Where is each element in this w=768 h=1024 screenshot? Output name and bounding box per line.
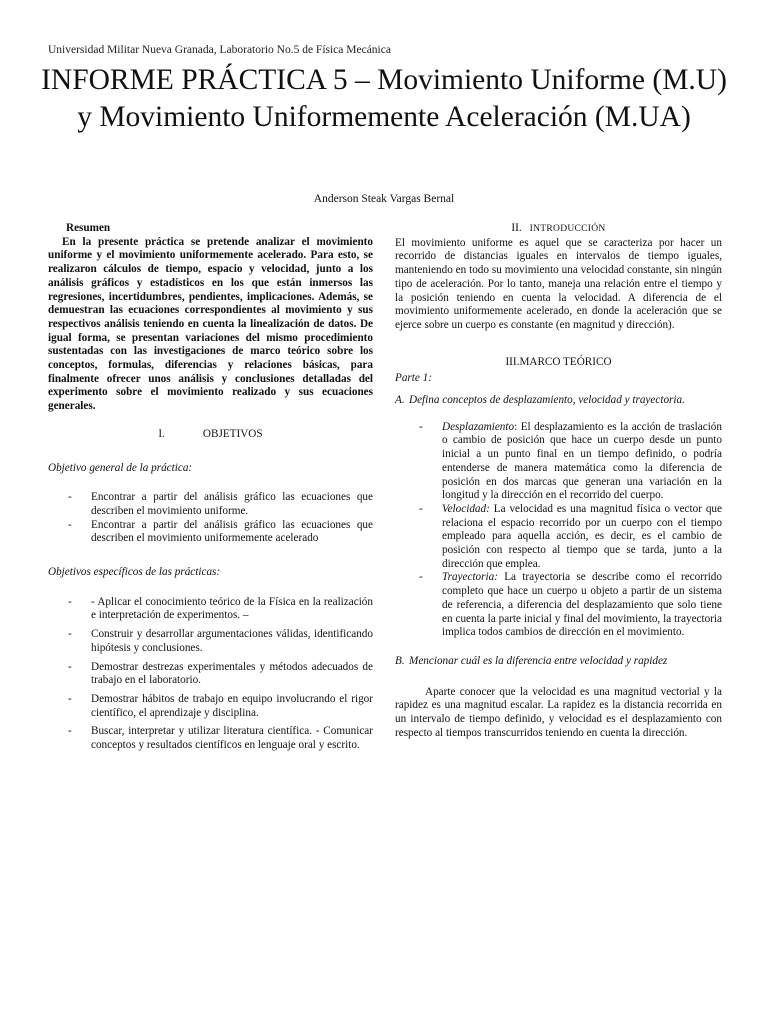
specific-objectives-heading: Objetivos específicos de las prácticas:	[48, 566, 221, 579]
definitions-list	[395, 421, 722, 640]
introduccion-text: El movimiento uniforme es aquel que se caracteriza por hacer un recorrido de distancias iguales en intervalos de tiempo iguales, manteniendo en todo su movimiento una velocidad constante, sin ningún tipo de aceleración. Por lo tanto, maneja una relación entre el tiempo y la posición teniendo en cuenta la velocidad. A diferencia de el movimiento uniformemente acelerado, en donde la aceleración que se ejerce sobre un cuerpo es constante (en magnitud y dirección).	[395, 236, 722, 331]
author-name: Anderson Steak Vargas Bernal	[313, 193, 455, 205]
subsection-letter: B.	[395, 654, 405, 667]
definition-item	[395, 421, 722, 503]
dash-bullet: -	[68, 491, 72, 504]
definition-text: La trayectoria se describe como el recorrido completo que hace un cuerpo u objeto a partir de un sistema de referencia, a diferencia del desplazamiento que solo tiene en cuenta la parte inicial y final del movimiento, la trayectoria implica todos cambios de dirección en el movimiento.	[442, 571, 722, 639]
definition-item	[395, 503, 722, 572]
parte-label: Parte 1:	[395, 372, 432, 385]
list-item: - Demostrar hábitos de trabajo en equipo involucrando el rigor científico, el aprendizaje y disciplina.	[68, 692, 373, 719]
right-column	[395, 220, 722, 752]
dash-bullet: -	[419, 502, 423, 515]
definition-item	[395, 571, 722, 640]
dash-bullet: -	[68, 692, 72, 705]
section-introduccion-heading	[395, 222, 722, 237]
abstract-text: En la presente práctica se pretende analizar el movimiento uniforme y el movimiento uniformemente acelerado. Para esto, se realizaron cálculos de tiempo, espacio y velocidad, junto a los análisis gráficos y estadísticos en los que están inmersos las regresiones, incertidumbres, pendientes, implicaciones. Además, se demuestran las ecuaciones correspondientes al movimiento y sus respectivos análisis teniendo en cuenta la linealización de datos. De igual forma, se presentan variaciones del mismo procedimiento sustentadas con las investigaciones de marco teórico sobre los conceptos, formulas, diferencias y relaciones básicas, para finalmente ofrecer unos análisis y conclusiones detalladas del experimento sobre el movimiento realizado y sus ecuaciones generales.	[48, 235, 373, 413]
dash-bullet: -	[68, 725, 72, 738]
section-title: INTRODUCCIÓN	[529, 224, 606, 234]
specific-objectives-list	[48, 596, 373, 753]
list-item: - Demostrar destrezas experimentales y métodos adecuados de trabajo en el laboratorio.	[68, 660, 373, 687]
dash-bullet: -	[419, 571, 423, 584]
definition-term: Velocidad:	[442, 502, 490, 515]
dash-bullet: -	[68, 518, 72, 531]
section-marco-teorico-heading	[395, 356, 722, 370]
left-column	[48, 220, 373, 758]
list-item: - Construir y desarrollar argumentaciones válidas, identificando hipótesis y conclusiones.	[68, 628, 373, 654]
dash-bullet: -	[68, 595, 72, 608]
list-item: - Encontrar a partir del análisis gráfico las ecuaciones que describen el movimiento uniforme.	[68, 491, 373, 517]
general-objective-heading: Objetivo general de la práctica:	[48, 461, 193, 474]
definition-term: Trayectoria:	[442, 571, 498, 584]
section-number: III.	[505, 355, 520, 368]
definition-text: La velocidad es una magnitud física o vector que relaciona el espacio recorrido por un cuerpo con el tiempo empleado para aquella acción, es decir, es el cambio de posición con respecto al tiempo que se tarda, junto a la dirección que emplea.	[442, 502, 722, 570]
general-objectives-list	[48, 491, 373, 546]
section-title: OBJETIVOS	[202, 427, 263, 440]
subsection-letter: A.	[395, 394, 405, 407]
dash-bullet: -	[68, 660, 72, 673]
running-header: Universidad Militar Nueva Granada, Laboratorio No.5 de Física Mecánica	[48, 44, 391, 56]
dash-bullet: -	[68, 628, 72, 641]
dash-bullet: -	[419, 420, 423, 433]
list-item: - Encontrar a partir del análisis gráfico las ecuaciones que describen el movimiento uniformemente acelerado	[68, 518, 373, 545]
list-item: - Buscar, interpretar y utilizar literatura científica. - Comunicar conceptos y resultados científicos en lenguaje oral y escrito.	[68, 725, 373, 752]
section-title: MARCO TEÓRICO	[519, 355, 612, 368]
subsection-b-heading: B. Mencionar cuál es la diferencia entre velocidad y rapidez	[395, 654, 668, 667]
list-item: - - Aplicar el conocimiento teórico de la Física en la realización e interpretación de experimentos. –	[68, 595, 373, 622]
section-number: I.	[158, 427, 165, 440]
paper-title: INFORME PRÁCTICA 5 – Movimiento Uniforme (M.U) y Movimiento Uniformemente Aceleración (M.UA)	[41, 64, 727, 133]
subsection-a-heading: A. Defina conceptos de desplazamiento, velocidad y trayectoria.	[395, 394, 685, 407]
resumen-heading: Resumen	[66, 222, 111, 234]
section-number: II.	[511, 222, 522, 234]
definition-term: Desplazamiento	[442, 420, 515, 433]
section-objetivos-heading	[48, 428, 373, 442]
velocidad-rapidez-text: Aparte conocer que la velocidad es una magnitud vectorial y la rapidez es una magnitud escalar. La rapidez es la distancia recorrida en un intervalo de tiempo definido, y velocidad es el desplazamiento con respecto al tiempos transcurridos teniendo en cuenta la dirección.	[395, 685, 722, 739]
definition-text: : El desplazamiento es la acción de traslación o cambio de posición que hace un cuerpo desde un punto inicial a un punto final en un tiempo definido, o podría entenderse de manera matemática como la diferencia de posición en dos marcas que generan una variación en la longitud y la dirección en el recorrido del cuerpo.	[442, 420, 722, 502]
